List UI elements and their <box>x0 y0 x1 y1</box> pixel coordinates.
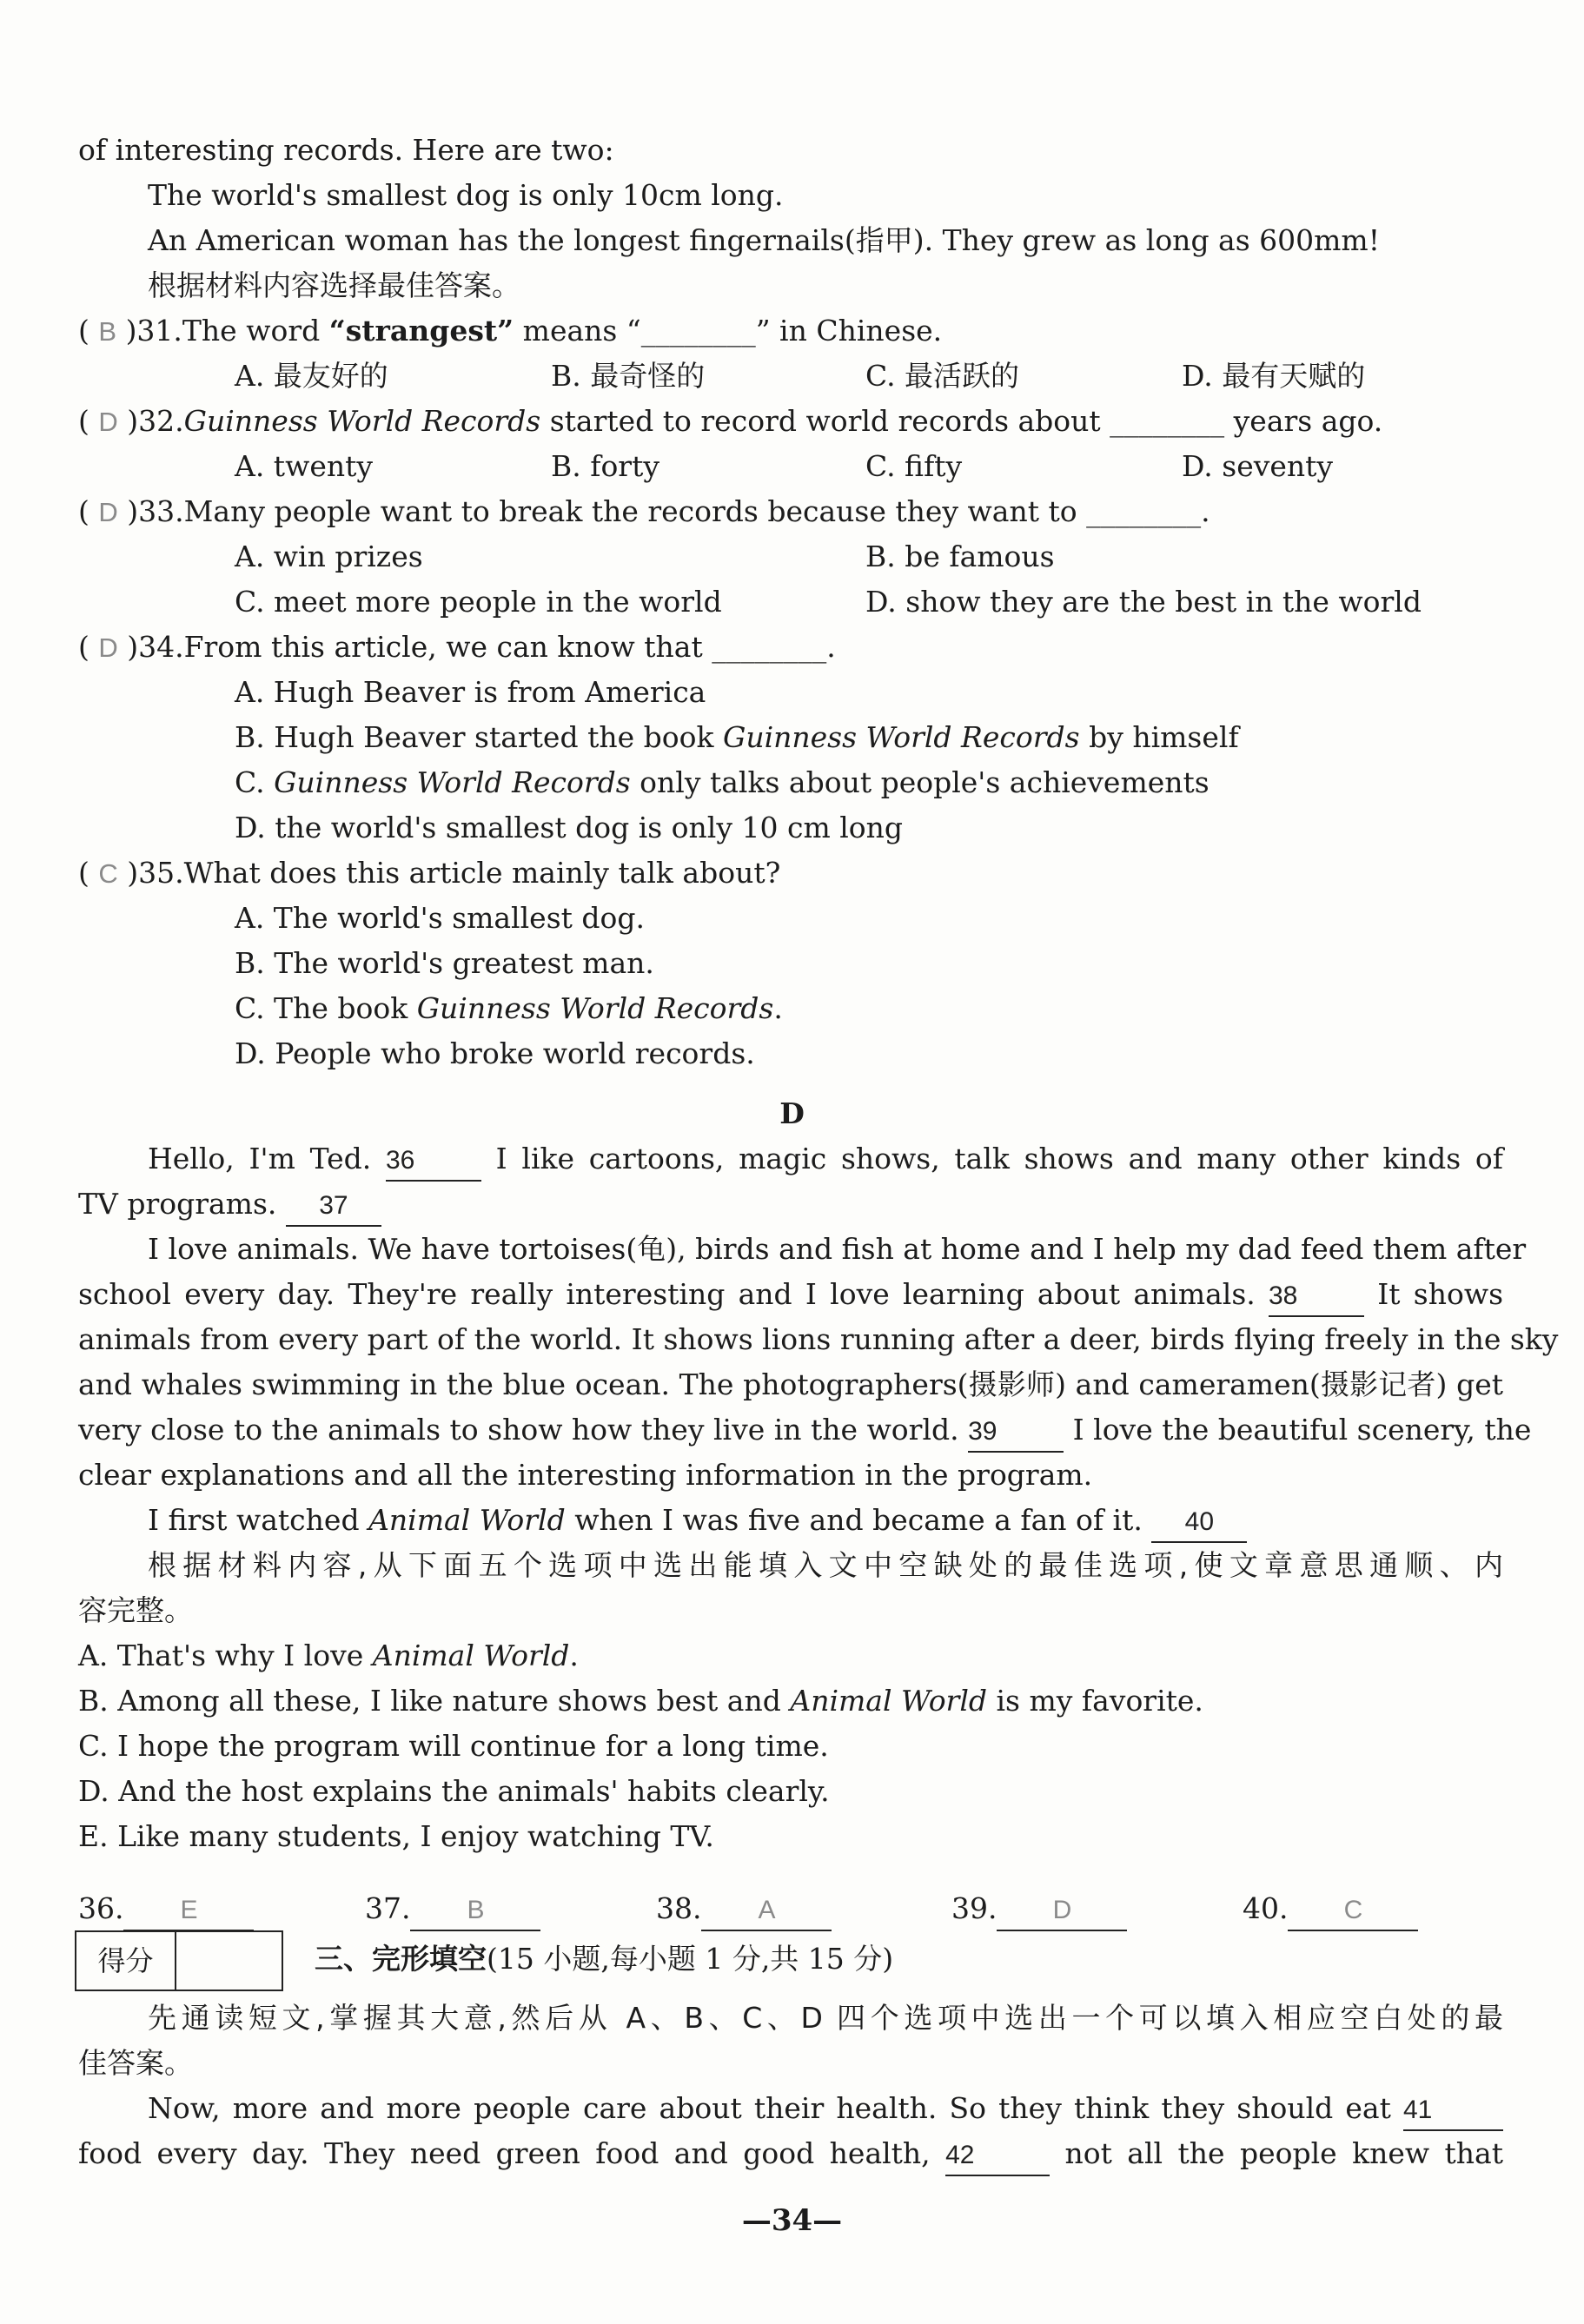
answer-36: 36. E <box>78 1885 254 1931</box>
option: D. People who broke world records. <box>235 1036 755 1070</box>
instructions: 佳答案。 <box>78 2046 193 2080</box>
section-heading: D <box>779 1096 805 1130</box>
passage-line: food every day. They need green food and good health, 42 not all the people knew that <box>78 2130 1503 2176</box>
instructions: 先通读短文,掌握其大意,然后从 A、B、C、D 四个选项中选出一个可以填入相应空白处的最 <box>148 2001 1503 2035</box>
answer-39: 39. D <box>951 1885 1127 1931</box>
passage-line: I love animals. We have tortoises(龟), birds and fish at home and I help my dad feed them after <box>148 1232 1527 1266</box>
question-31: ( B )31.The word “strangest” means “________” in Chinese. <box>78 314 943 348</box>
intro-line: of interesting records. Here are two: <box>78 133 614 167</box>
passage-line: TV programs. 37 <box>78 1181 1503 1227</box>
option: D. seventy <box>1182 449 1334 483</box>
choice-option: E. Like many students, I enjoy watching TV. <box>78 1819 714 1853</box>
score-box <box>75 1930 283 1991</box>
instructions: 根据材料内容,从下面五个选项中选出能填入文中空缺处的最佳选项,使文章意思通顺、内 <box>148 1548 1503 1582</box>
option: C. meet more people in the world <box>235 585 722 619</box>
answer-mark: D <box>98 632 118 663</box>
option: C. Guinness World Records only talks about people's achievements <box>235 765 1210 799</box>
question-35: ( C )35.What does this article mainly talk about? <box>78 856 781 890</box>
passage-line: clear explanations and all the interesting information in the program. <box>78 1458 1093 1492</box>
option: D. the world's smallest dog is only 10 cm long <box>235 811 904 844</box>
option: B. The world's greatest man. <box>235 946 654 980</box>
choice-option: C. I hope the program will continue for a long time. <box>78 1729 829 1763</box>
question-34: ( D )34.From this article, we can know that ________. <box>78 630 836 664</box>
option: A. 最友好的 <box>235 359 388 393</box>
section-title: 三、完形填空(15 小题,每小题 1 分,共 15 分) <box>315 1942 894 1976</box>
passage-line: and whales swimming in the blue ocean. The photographers(摄影师) and cameramen(摄影记者) get <box>78 1367 1503 1401</box>
score-label: 得分 <box>76 1932 176 1990</box>
option: C. fifty <box>865 449 963 483</box>
option: B. be famous <box>865 540 1055 573</box>
answer-mark: B <box>98 316 117 347</box>
instructions: 容完整。 <box>78 1593 193 1627</box>
question-32: ( D )32.Guinness World Records started to record world records about ________ years ago. <box>78 404 1383 438</box>
option: D. 最有天赋的 <box>1182 359 1366 393</box>
option: A. Hugh Beaver is from America <box>235 675 706 709</box>
answer-40: 40. C <box>1243 1885 1418 1931</box>
option: C. The book Guinness World Records. <box>235 991 783 1025</box>
page-number: —34— <box>741 2203 843 2238</box>
option: B. forty <box>551 449 659 483</box>
choice-option: B. Among all these, I like nature shows best and Animal World is my favorite. <box>78 1684 1203 1718</box>
choice-option: A. That's why I love Animal World. <box>78 1639 579 1672</box>
intro-line: An American woman has the longest fingernails(指甲). They grew as long as 600mm! <box>148 223 1380 257</box>
option: D. show they are the best in the world <box>865 585 1422 619</box>
choice-option: D. And the host explains the animals' habits clearly. <box>78 1774 830 1808</box>
passage-line: animals from every part of the world. It shows lions running after a deer, birds flying freely in the sky <box>78 1322 1559 1356</box>
option: C. 最活跃的 <box>865 359 1020 393</box>
answer-mark: C <box>98 858 118 889</box>
passage-line: I first watched Animal World when I was five and became a fan of it. 40 <box>148 1497 1503 1543</box>
instructions: 根据材料内容选择最佳答案。 <box>148 268 520 302</box>
option: B. Hugh Beaver started the book Guinness World Records by himself <box>235 720 1239 754</box>
answer-mark: D <box>98 407 118 437</box>
question-33: ( D )33.Many people want to break the records because they want to ________. <box>78 494 1210 528</box>
option: B. 最奇怪的 <box>551 359 706 393</box>
answer-38: 38. A <box>656 1885 832 1931</box>
answer-mark: D <box>98 497 118 527</box>
intro-line: The world's smallest dog is only 10cm long. <box>148 178 784 212</box>
option: A. win prizes <box>235 540 423 573</box>
passage-line: Now, more and more people care about their health. So they think they should eat 41 <box>148 2085 1503 2131</box>
passage-line: very close to the animals to show how they live in the world. 39 I love the beautiful scenery, the <box>78 1407 1503 1453</box>
score-cell[interactable] <box>176 1932 282 1990</box>
passage-line: school every day. They're really interesting and I love learning about animals. 38 It shows <box>78 1271 1503 1317</box>
option: A. The world's smallest dog. <box>235 901 645 935</box>
answer-37: 37. B <box>365 1885 540 1931</box>
passage-line: Hello, I'm Ted. 36 I like cartoons, magic shows, talk shows and many other kinds of <box>148 1136 1503 1182</box>
option: A. twenty <box>235 449 374 483</box>
